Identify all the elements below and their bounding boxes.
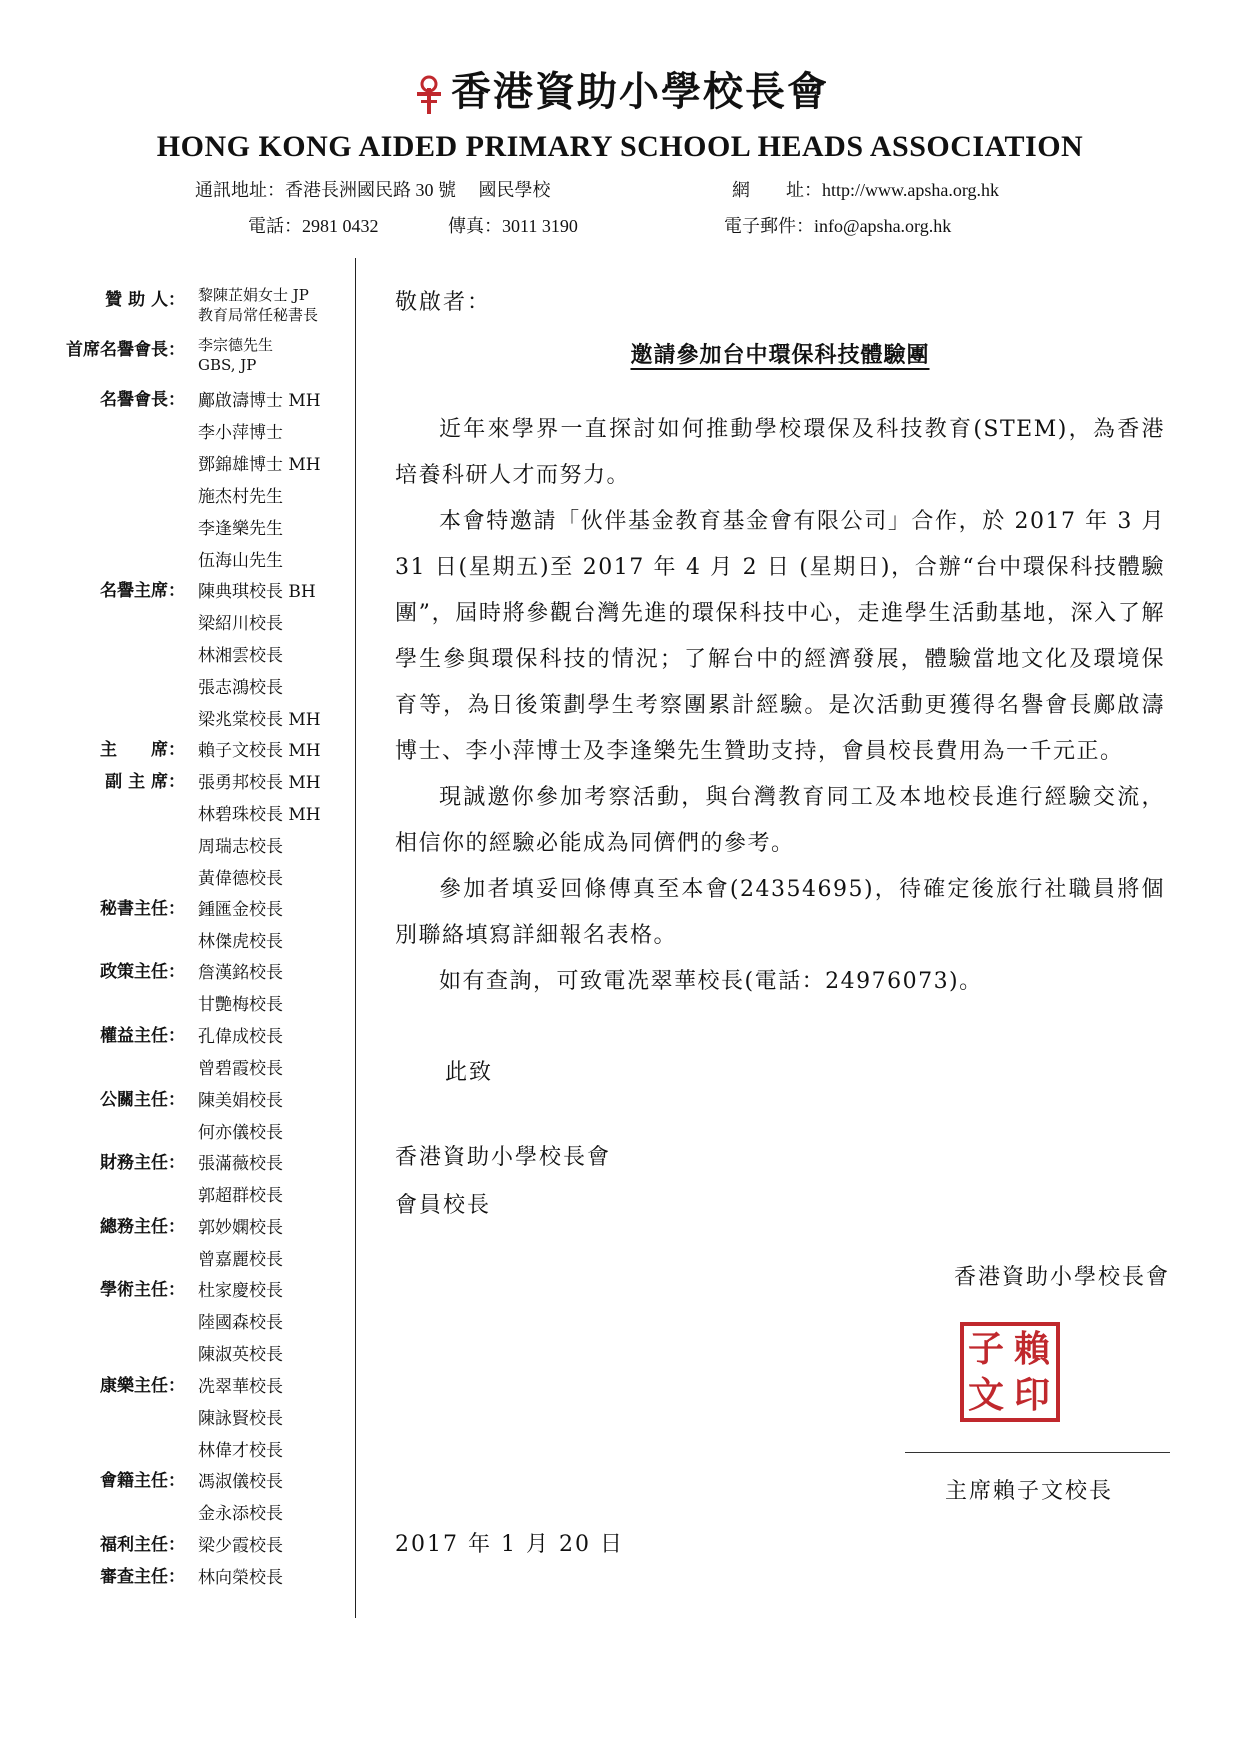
role-title: 財務主任： — [100, 1153, 185, 1174]
role-title: 贊 助 人： — [105, 290, 185, 310]
committee-role — [40, 1371, 350, 1466]
role-title: 首席名譽會長： — [66, 340, 185, 360]
member-name: 陳淑英校長 — [198, 1345, 283, 1366]
seal-char: 文 — [967, 1374, 1006, 1416]
sender-org: 香港資助小學校長會 — [953, 1265, 1170, 1290]
subject-heading: 邀請參加台中環保科技體驗團 — [630, 342, 930, 368]
role-members — [198, 576, 321, 736]
fax: 傳真：3011 3190 — [448, 216, 578, 236]
member-name: 林傑虎校長 — [198, 931, 283, 952]
member-name: 馮淑儀校長 — [198, 1472, 283, 1493]
role-title: 權益主任： — [100, 1025, 185, 1046]
paragraph: 本會特邀請「伙伴基金教育基金會有限公司」合作，於 2017 年 3 月 31 日(星期五)至 2017 年 4 月 2 日 (星期日)，合辦“台中環保科技體驗團”，屆時將參觀台灣先進的環保科技中心，走進學生活動基地，深入了解學生參與環保科技的情況；了解台中的經濟發展，體驗當地文化及環境保育等，為日後策劃學生考察團累計經驗。是次活動更獲得名譽會長鄺啟濤博士、李小萍博士及李逢樂先生贊助支持，會員校長費用為一千元正。 — [395, 509, 1165, 764]
committee-role — [40, 1562, 350, 1594]
role-members — [198, 1371, 283, 1467]
member-name: 何亦儀校長 — [198, 1122, 283, 1143]
member-name: 郭超群校長 — [198, 1186, 283, 1207]
member-name: 李小萍博士 — [198, 423, 283, 443]
member-name: 孔偉成校長 — [198, 1026, 283, 1047]
paragraph: 現誠邀你參加考察活動，與台灣教育同工及本地校長進行經驗交流，相信你的經驗必能成為同儕們的參考。 — [395, 785, 1165, 856]
website: 網 址：http://www.apsha.org.hk — [732, 180, 999, 200]
member-name: 張志鴻校長 — [198, 677, 283, 698]
member-name: 林偉才校長 — [198, 1440, 283, 1461]
association-logo-icon — [411, 74, 447, 116]
seal-char: 子 — [967, 1328, 1006, 1370]
member-name: 鍾匯金校長 — [198, 899, 283, 920]
org-name-zh — [0, 60, 1240, 117]
member-name: 林湘雲校長 — [198, 645, 283, 666]
signer-name: 主席賴子文校長 — [945, 1479, 1114, 1504]
role-members — [198, 957, 283, 1021]
seal-stamp — [960, 1322, 1060, 1422]
member-name: 甘艷梅校長 — [198, 995, 283, 1016]
signature-line — [905, 1452, 1170, 1453]
closing: 此致 — [445, 1060, 494, 1085]
member-name: 伍海山先生 — [198, 551, 283, 571]
role-title: 名譽會長： — [100, 390, 185, 410]
role-members — [198, 1562, 283, 1594]
member-name: 賴子文校長 MH — [198, 740, 321, 761]
role-members — [198, 1466, 283, 1530]
committee-role — [40, 1212, 350, 1276]
committee-role — [40, 735, 350, 767]
committee-role — [40, 1021, 350, 1085]
role-members — [198, 1085, 283, 1149]
role-title: 會籍主任： — [100, 1471, 185, 1492]
member-name: 林向榮校長 — [198, 1567, 283, 1588]
role-members — [198, 285, 318, 325]
role-title: 名譽主席： — [100, 580, 185, 601]
role-members — [198, 1530, 283, 1562]
role-title: 康樂主任： — [100, 1375, 185, 1396]
member-name: 金永添校長 — [198, 1504, 283, 1525]
role-members — [198, 1275, 283, 1371]
member-name: 張勇邦校長 MH — [198, 772, 321, 793]
member-name: 黎陳芷娟女士 JP — [198, 286, 309, 304]
role-title: 政策主任： — [100, 962, 185, 983]
role-members — [198, 1212, 283, 1276]
role-members — [198, 735, 321, 767]
committee-role — [40, 1530, 350, 1562]
signature-block — [860, 1260, 1170, 1504]
committee-role — [40, 285, 350, 335]
org-name-en: HONG KONG AIDED PRIMARY SCHOOL HEADS ASSOCIATION — [156, 130, 1084, 163]
role-title: 副 主 席： — [105, 771, 185, 792]
committee-role — [40, 767, 350, 894]
member-name: 教育局常任秘書長 — [198, 306, 319, 324]
member-name: 鄧錦雄博士 MH — [198, 455, 321, 475]
committee-role — [40, 1148, 350, 1212]
address: 通訊地址：香港長洲國民路 30 號 國民學校 — [195, 180, 551, 200]
column-divider — [355, 258, 356, 1618]
member-name: 梁少霞校長 — [198, 1535, 283, 1556]
body-paragraphs — [395, 407, 1165, 1005]
committee-role — [40, 576, 350, 735]
role-members — [198, 1021, 283, 1085]
member-name: 曾碧霞校長 — [198, 1058, 283, 1079]
committee-list — [40, 285, 350, 1593]
role-members — [198, 385, 321, 577]
seal-char: 賴 — [1013, 1328, 1052, 1370]
letter-date: 2017 年 1 月 20 日 — [395, 1532, 624, 1557]
org-name-zh-text: 香港資助小學校長會 — [451, 68, 829, 115]
committee-role — [40, 385, 350, 576]
member-name: 施杰村先生 — [198, 487, 283, 507]
committee-role — [40, 335, 350, 385]
recipient-block — [395, 1134, 1165, 1230]
committee-role — [40, 1275, 350, 1370]
role-title: 秘書主任： — [100, 898, 185, 919]
member-name: 陸國森校長 — [198, 1313, 283, 1334]
member-name: GBS, JP — [198, 356, 257, 374]
member-name: 陳美娟校長 — [198, 1090, 283, 1111]
role-title: 公關主任： — [100, 1089, 185, 1110]
role-title: 總務主任： — [100, 1216, 185, 1237]
email: 電子郵件：info@apsha.org.hk — [724, 216, 952, 236]
member-name: 詹漢銘校長 — [198, 963, 283, 984]
member-name: 李逢樂先生 — [198, 519, 283, 539]
member-name: 陳詠賢校長 — [198, 1408, 283, 1429]
seal-char: 印 — [1013, 1374, 1052, 1416]
recipient: 會員校長 — [395, 1193, 492, 1218]
committee-role — [40, 957, 350, 1021]
member-name: 杜家慶校長 — [198, 1281, 283, 1302]
letter-body — [395, 285, 1165, 1230]
member-name: 李宗德先生 — [198, 336, 274, 354]
role-title: 福利主任： — [100, 1534, 185, 1555]
committee-role — [40, 1466, 350, 1530]
greeting: 敬啟者： — [395, 290, 492, 315]
recipient-org: 香港資助小學校長會 — [395, 1145, 612, 1170]
member-name: 鄺啟濤博士 MH — [198, 391, 321, 411]
member-name: 梁紹川校長 — [198, 613, 283, 634]
role-members — [198, 767, 321, 895]
role-members — [198, 894, 283, 958]
member-name: 林碧珠校長 MH — [198, 804, 321, 825]
member-name: 周瑞志校長 — [198, 836, 283, 857]
member-name: 梁兆棠校長 MH — [198, 709, 321, 730]
role-title: 主 席： — [100, 739, 185, 760]
member-name: 陳典琪校長 BH — [198, 581, 316, 602]
paragraph: 參加者填妥回條傳真至本會(24354695)，待確定後旅行社職員將個別聯絡填寫詳細報名表格。 — [395, 877, 1165, 948]
committee-role — [40, 1085, 350, 1149]
role-title: 學術主任： — [100, 1280, 185, 1301]
paragraph: 如有查詢，可致電冼翠華校長(電話：24976073)。 — [439, 969, 983, 994]
member-name: 黃偉德校長 — [198, 868, 283, 889]
phone: 電話：2981 0432 — [248, 216, 379, 236]
member-name: 曾嘉麗校長 — [198, 1249, 283, 1270]
role-members — [198, 335, 273, 375]
paragraph: 近年來學界一直探討如何推動學校環保及科技教育(STEM)，為香港培養科研人才而努力。 — [395, 417, 1165, 488]
role-title: 審查主任： — [100, 1566, 185, 1587]
committee-role — [40, 894, 350, 958]
member-name: 冼翠華校長 — [198, 1376, 283, 1397]
member-name: 張滿薇校長 — [198, 1154, 283, 1175]
member-name: 郭妙嫻校長 — [198, 1217, 283, 1238]
role-members — [198, 1148, 283, 1212]
